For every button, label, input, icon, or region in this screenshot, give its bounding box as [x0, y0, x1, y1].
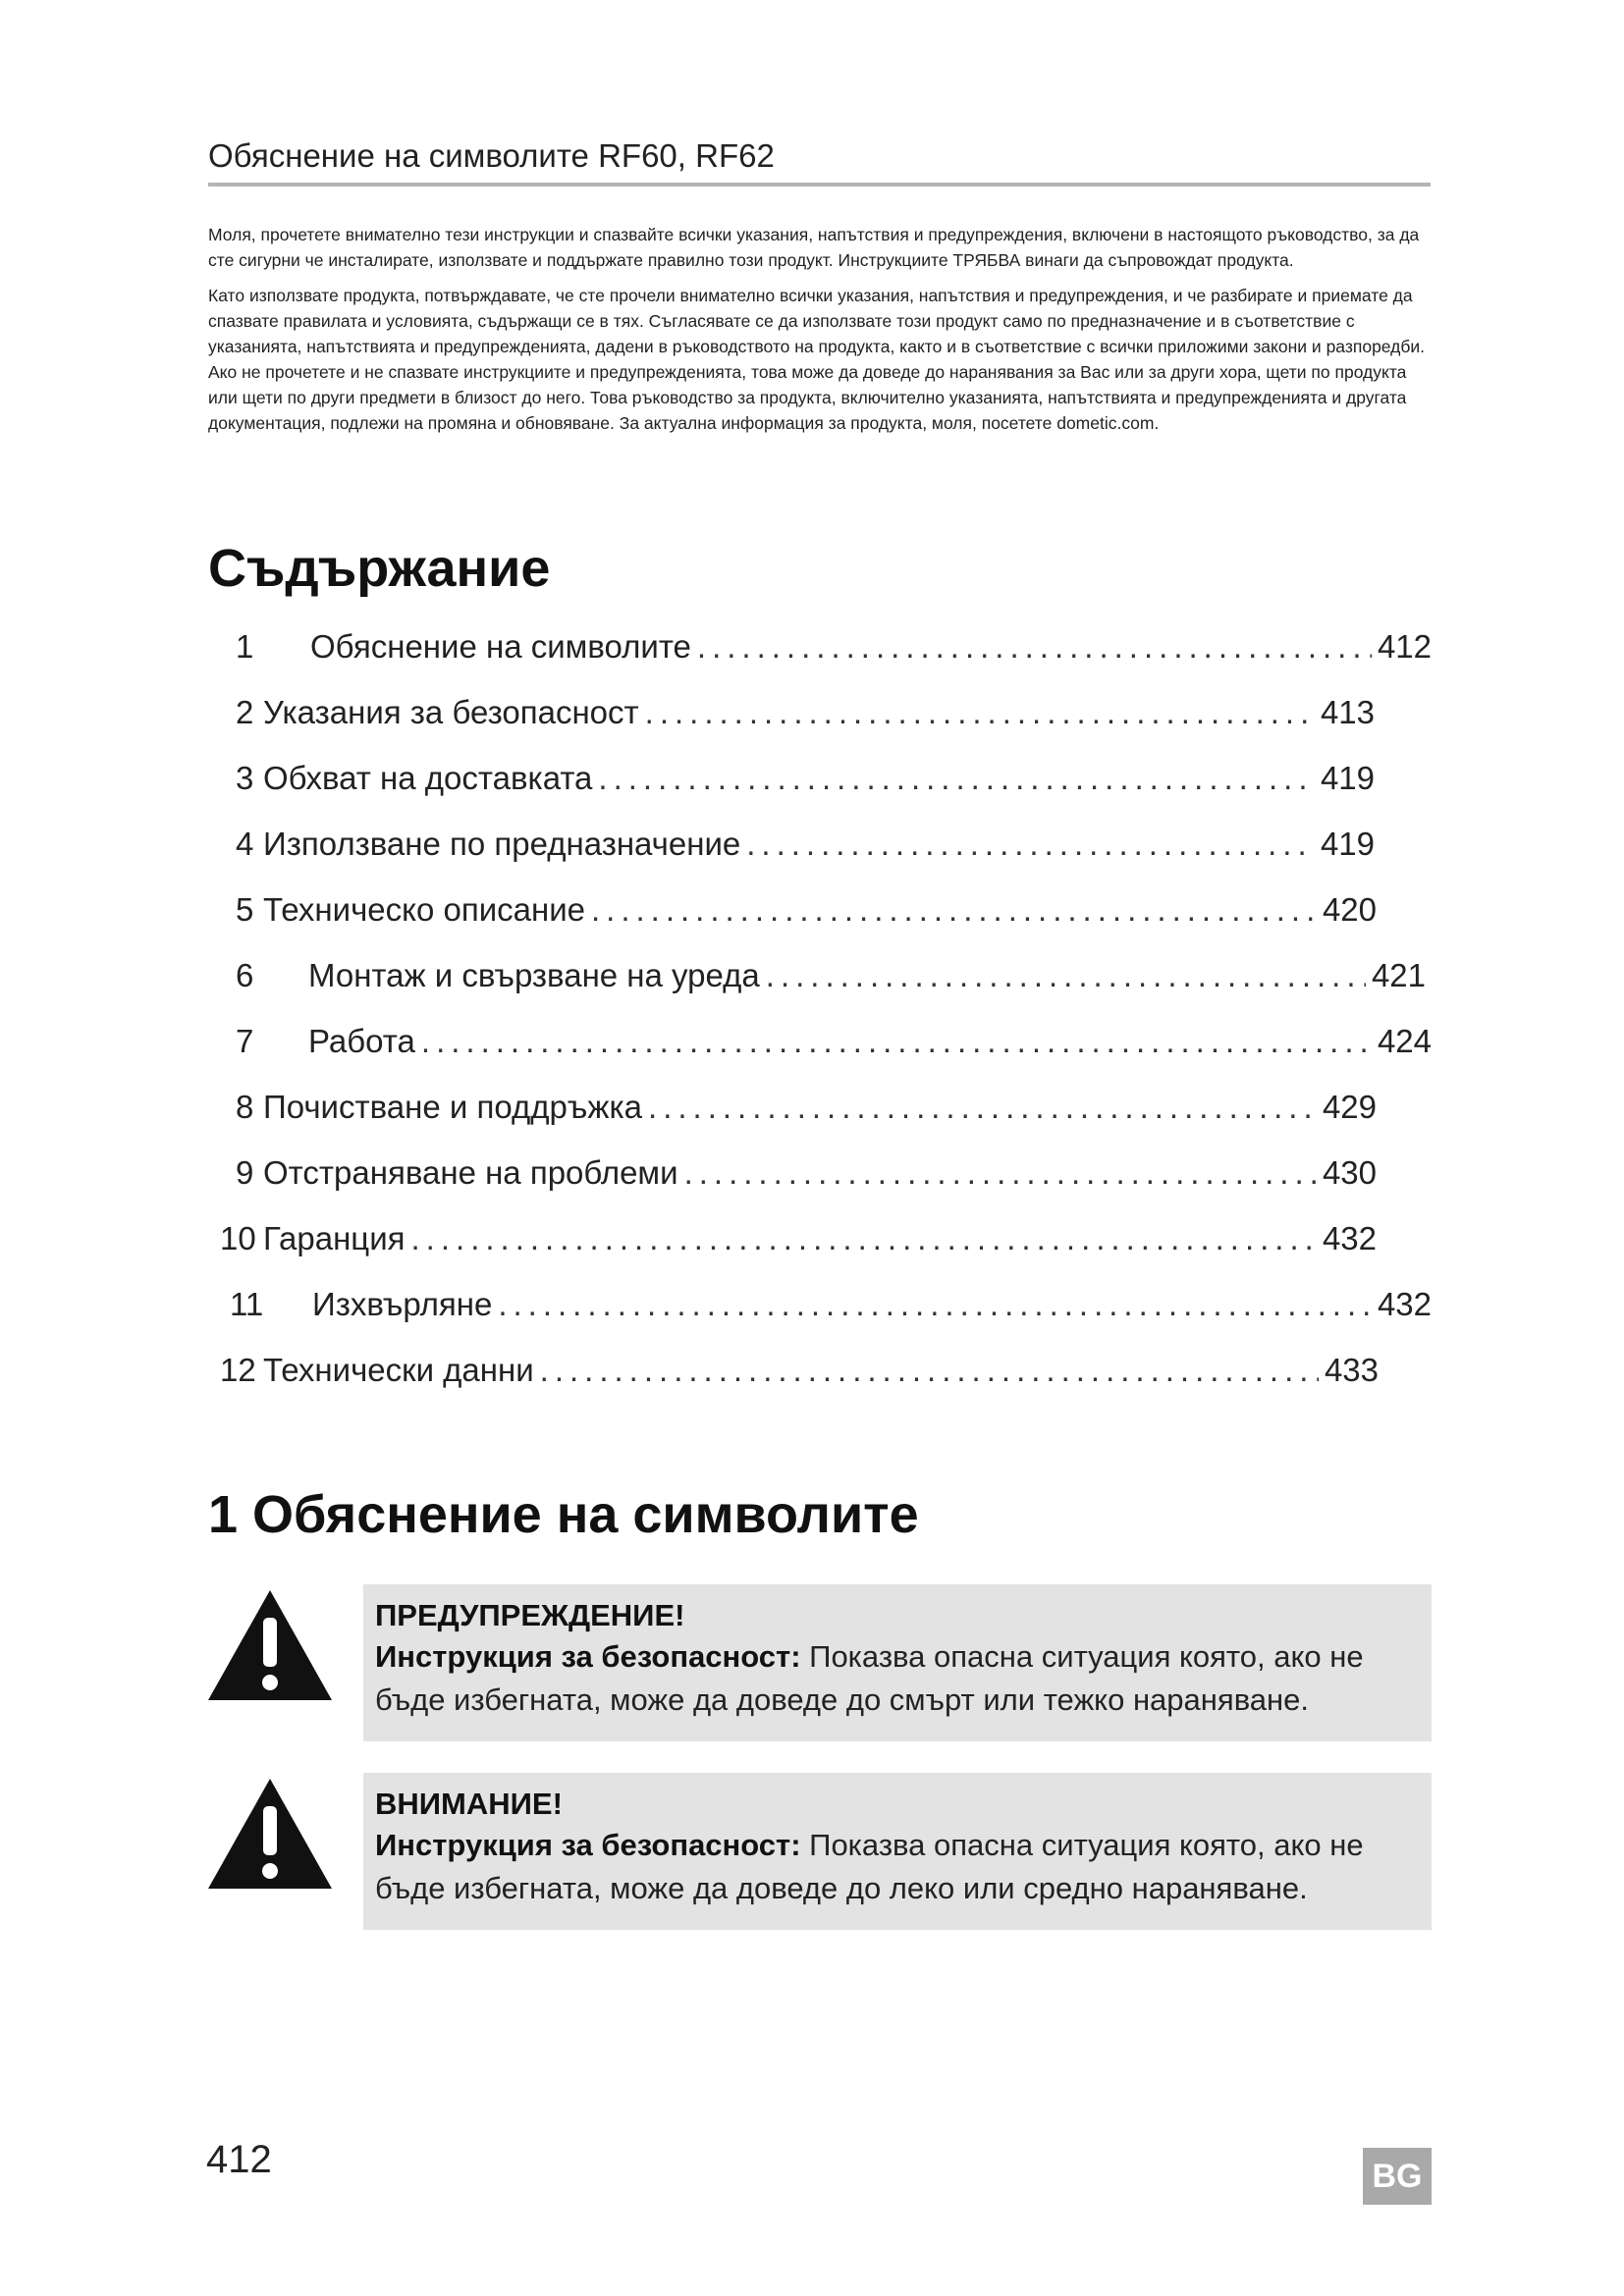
toc-item-number: 2: [236, 694, 254, 730]
toc-item[interactable]: [236, 826, 1375, 871]
toc-item-page: 429: [1322, 1089, 1377, 1125]
notice-text: [375, 1824, 1422, 1910]
toc-item-label: Обяснение на символите: [310, 628, 691, 665]
toc-leader-dots: [766, 957, 1366, 994]
language-badge: BG: [1363, 2148, 1432, 2205]
toc-leader-dots: [648, 1089, 1317, 1126]
warning-notice: [363, 1584, 1432, 1741]
notice-heading: ВНИМАНИЕ!: [375, 1787, 563, 1821]
section-title: 1 Обяснение на символите: [208, 1485, 919, 1544]
intro-paragraph: Като използвате продукта, потвърждавате, че сте прочели внимателно всички указания, напътствия и предупреждения, и че разбирате и приемате да спазвате правилата и условията, съдържащи се в тях. Съгласявате се да използвате този продукт само по предназначение и в съответствие с указанията, напътствията и предупрежденията, дадени в ръководството на продукта, както и в съответствие с всички приложими закони и разпоредби. Ако не прочетете и не спазвате инструкциите и предупрежденията, това може да доведе до наранявания за Вас или за други хора, щети по продукта или щети по други предмети в близост до него. Това ръководство за продукта, включително указанията, напътствията и предупрежденията и другата документация, подлежи на промяна и обновяване. За актуална информация за продукта, моля, посетете dometic.com.: [208, 286, 1426, 433]
intro-paragraph: Моля, прочетете внимателно тези инструкции и спазвайте всички указания, напътствия и предупреждения, включени в настоящото ръководство, за да сте сигурни че инсталирате, използвате и поддържате правилно този продукт. Инструкциите ТРЯБВА винаги да съпровождат продукта.: [208, 225, 1420, 270]
toc-item-number: 8: [236, 1089, 254, 1125]
toc-item-page: 433: [1324, 1352, 1379, 1388]
toc-item[interactable]: [236, 1089, 1377, 1134]
toc-item-number: 7: [236, 1023, 254, 1059]
toc-leader-dots: [684, 1154, 1317, 1192]
toc-item-number: 3: [236, 760, 254, 796]
toc-item[interactable]: [236, 760, 1375, 805]
notice-text: [375, 1635, 1422, 1722]
toc-leader-dots: [645, 694, 1315, 731]
warning-triangle-icon: [206, 1777, 334, 1891]
toc-item-label: Почистване и поддръжка: [263, 1089, 643, 1125]
toc-leader-dots: [411, 1220, 1317, 1257]
toc-item[interactable]: [230, 1286, 1432, 1331]
toc-title: Съдържание: [208, 539, 551, 598]
toc-item-page: 432: [1322, 1220, 1377, 1256]
toc-item[interactable]: [236, 1154, 1377, 1200]
toc-item-page: 419: [1320, 826, 1375, 862]
warning-triangle-icon: [206, 1588, 334, 1702]
toc-leader-dots: [540, 1352, 1319, 1389]
toc-item-label: Обхват на доставката: [263, 760, 593, 796]
toc-item-label: Технически данни: [263, 1352, 534, 1388]
toc-item-number: 6: [236, 957, 254, 993]
notice-body: Показва опасна ситуация която, ако не бъде избегната, може да доведе до смърт или тежко нараняване.: [375, 1639, 1364, 1717]
toc-leader-dots: [746, 826, 1315, 863]
toc-item-number: 10: [220, 1220, 256, 1256]
toc-item-number: 12: [220, 1352, 256, 1388]
toc-item-number: 11: [230, 1286, 264, 1322]
toc-item[interactable]: [220, 1220, 1377, 1265]
toc-leader-dots: [697, 628, 1372, 666]
toc-item[interactable]: [236, 1023, 1432, 1068]
toc-leader-dots: [598, 760, 1315, 797]
toc-item-page: 421: [1371, 957, 1426, 993]
toc-item-label: Отстраняване на проблеми: [263, 1154, 678, 1191]
notice-lead: Инструкция за безопасност:: [375, 1639, 801, 1674]
toc-item[interactable]: [236, 957, 1426, 1002]
toc-item-label: Работа: [308, 1023, 415, 1059]
toc-item-label: Монтаж и свързване на уреда: [308, 957, 760, 993]
toc-item-number: 4: [236, 826, 254, 862]
toc-item-number: 1: [236, 628, 254, 665]
toc-leader-dots: [591, 891, 1317, 929]
caution-notice: [363, 1773, 1432, 1930]
notice-body: Показва опасна ситуация която, ако не бъде избегната, може да доведе до леко или средно нараняване.: [375, 1828, 1364, 1905]
toc-item-page: 419: [1320, 760, 1375, 796]
toc-item-page: 424: [1377, 1023, 1432, 1059]
toc-item[interactable]: [236, 694, 1375, 739]
toc-item-number: 5: [236, 891, 254, 928]
toc-item-label: Указания за безопасност: [263, 694, 639, 730]
toc-item[interactable]: [236, 891, 1377, 936]
toc-item-page: 420: [1322, 891, 1377, 928]
toc-item-page: 412: [1377, 628, 1432, 665]
toc-item-page: 413: [1320, 694, 1375, 730]
toc-item[interactable]: [236, 628, 1432, 673]
toc-item-number: 9: [236, 1154, 254, 1191]
page-number: 412: [206, 2138, 272, 2181]
notice-lead: Инструкция за безопасност:: [375, 1828, 801, 1862]
toc-item-label: Използване по предназначение: [263, 826, 741, 862]
toc-item-page: 430: [1322, 1154, 1377, 1191]
toc-item-label: Техническо описание: [263, 891, 585, 928]
toc-item-label: Изхвърляне: [312, 1286, 493, 1322]
toc-leader-dots: [498, 1286, 1372, 1323]
intro-text: [208, 222, 1434, 446]
notice-heading: ПРЕДУПРЕЖДЕНИЕ!: [375, 1598, 685, 1632]
toc-leader-dots: [421, 1023, 1372, 1060]
toc-item-page: 432: [1377, 1286, 1432, 1322]
toc-item-label: Гаранция: [263, 1220, 406, 1256]
page-header-title: Обяснение на символите RF60, RF62: [208, 137, 1431, 187]
toc-item[interactable]: [220, 1352, 1379, 1397]
